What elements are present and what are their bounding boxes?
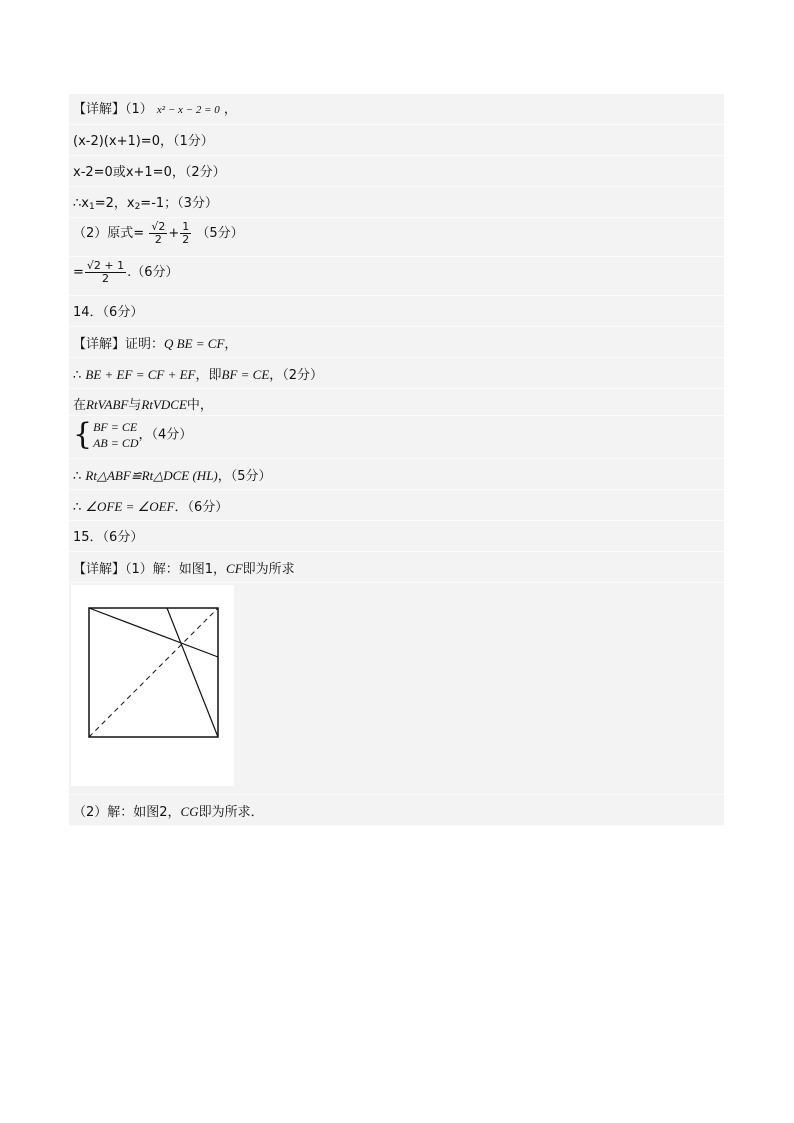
fraction bbox=[85, 260, 126, 285]
detail-tag: 【详解】（1）解：如图1， bbox=[73, 562, 227, 577]
points: ，（4分） bbox=[138, 427, 193, 443]
equation: x² − x − 2 = 0 bbox=[156, 104, 220, 116]
text: ∴x bbox=[73, 196, 89, 211]
text: （2）解：如图2， bbox=[73, 805, 181, 820]
points: ，（2分） bbox=[269, 368, 324, 383]
triangle: RtVABF bbox=[86, 397, 129, 412]
therefore: ∴ bbox=[73, 469, 86, 484]
line-q15-part2 bbox=[69, 795, 724, 826]
denominator: 2 bbox=[182, 233, 190, 246]
points: （5分） bbox=[196, 226, 244, 241]
subscript: 2 bbox=[134, 202, 141, 212]
segment: CG bbox=[180, 804, 199, 819]
subscript: 1 bbox=[88, 202, 95, 212]
numerator: 1 bbox=[182, 220, 190, 233]
detail-tag: 【详解】证明： bbox=[73, 337, 165, 352]
triangle: RtVDCE bbox=[141, 397, 187, 412]
line-system bbox=[69, 416, 724, 459]
equation: BF = CE bbox=[221, 367, 270, 382]
points: .（6分） bbox=[127, 265, 179, 280]
line-congruent bbox=[69, 459, 724, 490]
segment-cf bbox=[167, 608, 218, 737]
line-q15 bbox=[69, 521, 724, 552]
answer-sheet bbox=[69, 94, 724, 826]
line-cases bbox=[69, 156, 724, 187]
question-number: 15．（6分） bbox=[73, 530, 144, 545]
points: ，（5分） bbox=[217, 469, 272, 484]
text: 即为所求． bbox=[198, 805, 264, 820]
points: ．（6分） bbox=[174, 500, 229, 515]
segment: CF bbox=[226, 561, 243, 576]
line-result bbox=[69, 257, 724, 296]
text: x-2=0或x+1=0，（2分） bbox=[73, 165, 226, 180]
denominator: 2 bbox=[154, 233, 162, 246]
text: =-1；（3分） bbox=[140, 196, 218, 211]
fraction bbox=[149, 221, 167, 246]
line-roots bbox=[69, 187, 724, 218]
line-q13-part1 bbox=[69, 94, 724, 125]
text: 与 bbox=[128, 398, 142, 413]
text: =2，x bbox=[94, 196, 135, 211]
numerator: √2 + 1 bbox=[86, 259, 125, 272]
text: 中， bbox=[186, 398, 213, 413]
system-row: BF = CE bbox=[93, 420, 138, 434]
equation: ∠OFE = ∠OEF bbox=[85, 499, 175, 514]
square-diagram bbox=[71, 585, 234, 786]
line-q15-part1 bbox=[69, 552, 724, 583]
equation: Q BE = CF bbox=[164, 336, 225, 351]
figure-1 bbox=[71, 585, 234, 786]
equation-system bbox=[73, 419, 139, 451]
text: ，即 bbox=[195, 368, 222, 383]
system-row: AB = CD bbox=[93, 436, 139, 450]
line-q14 bbox=[69, 296, 724, 327]
line-q13-part2 bbox=[69, 218, 724, 257]
line-factor bbox=[69, 125, 724, 156]
line-bf-ce bbox=[69, 358, 724, 389]
therefore: ∴ bbox=[73, 500, 86, 515]
brace: { bbox=[73, 417, 93, 452]
equation: BE + EF = CF + EF bbox=[85, 367, 196, 382]
equation: Rt△ABF≌Rt△DCE (HL) bbox=[85, 468, 218, 483]
text: 即为所求 bbox=[242, 562, 295, 577]
detail-tag: 【详解】（1） bbox=[73, 102, 153, 117]
question-number: 14．（6分） bbox=[73, 305, 144, 320]
text: （2）原式= bbox=[73, 226, 145, 241]
line-angles bbox=[69, 490, 724, 521]
punct: ， bbox=[223, 102, 237, 117]
therefore: ∴ bbox=[73, 368, 86, 383]
system-lines bbox=[93, 419, 138, 451]
line-triangles bbox=[69, 389, 724, 416]
denominator: 2 bbox=[102, 272, 110, 285]
text: = bbox=[73, 265, 84, 280]
line-q14-proof bbox=[69, 327, 724, 358]
diagonal-bd bbox=[89, 608, 218, 737]
plus: + bbox=[168, 226, 180, 241]
punct: ， bbox=[224, 337, 238, 352]
text: 在 bbox=[73, 398, 87, 413]
numerator: √2 bbox=[151, 220, 166, 233]
fraction bbox=[180, 221, 191, 246]
figure-row bbox=[69, 583, 724, 795]
segment-ae bbox=[89, 608, 218, 657]
text: (x-2)(x+1)=0，（1分） bbox=[73, 134, 214, 149]
